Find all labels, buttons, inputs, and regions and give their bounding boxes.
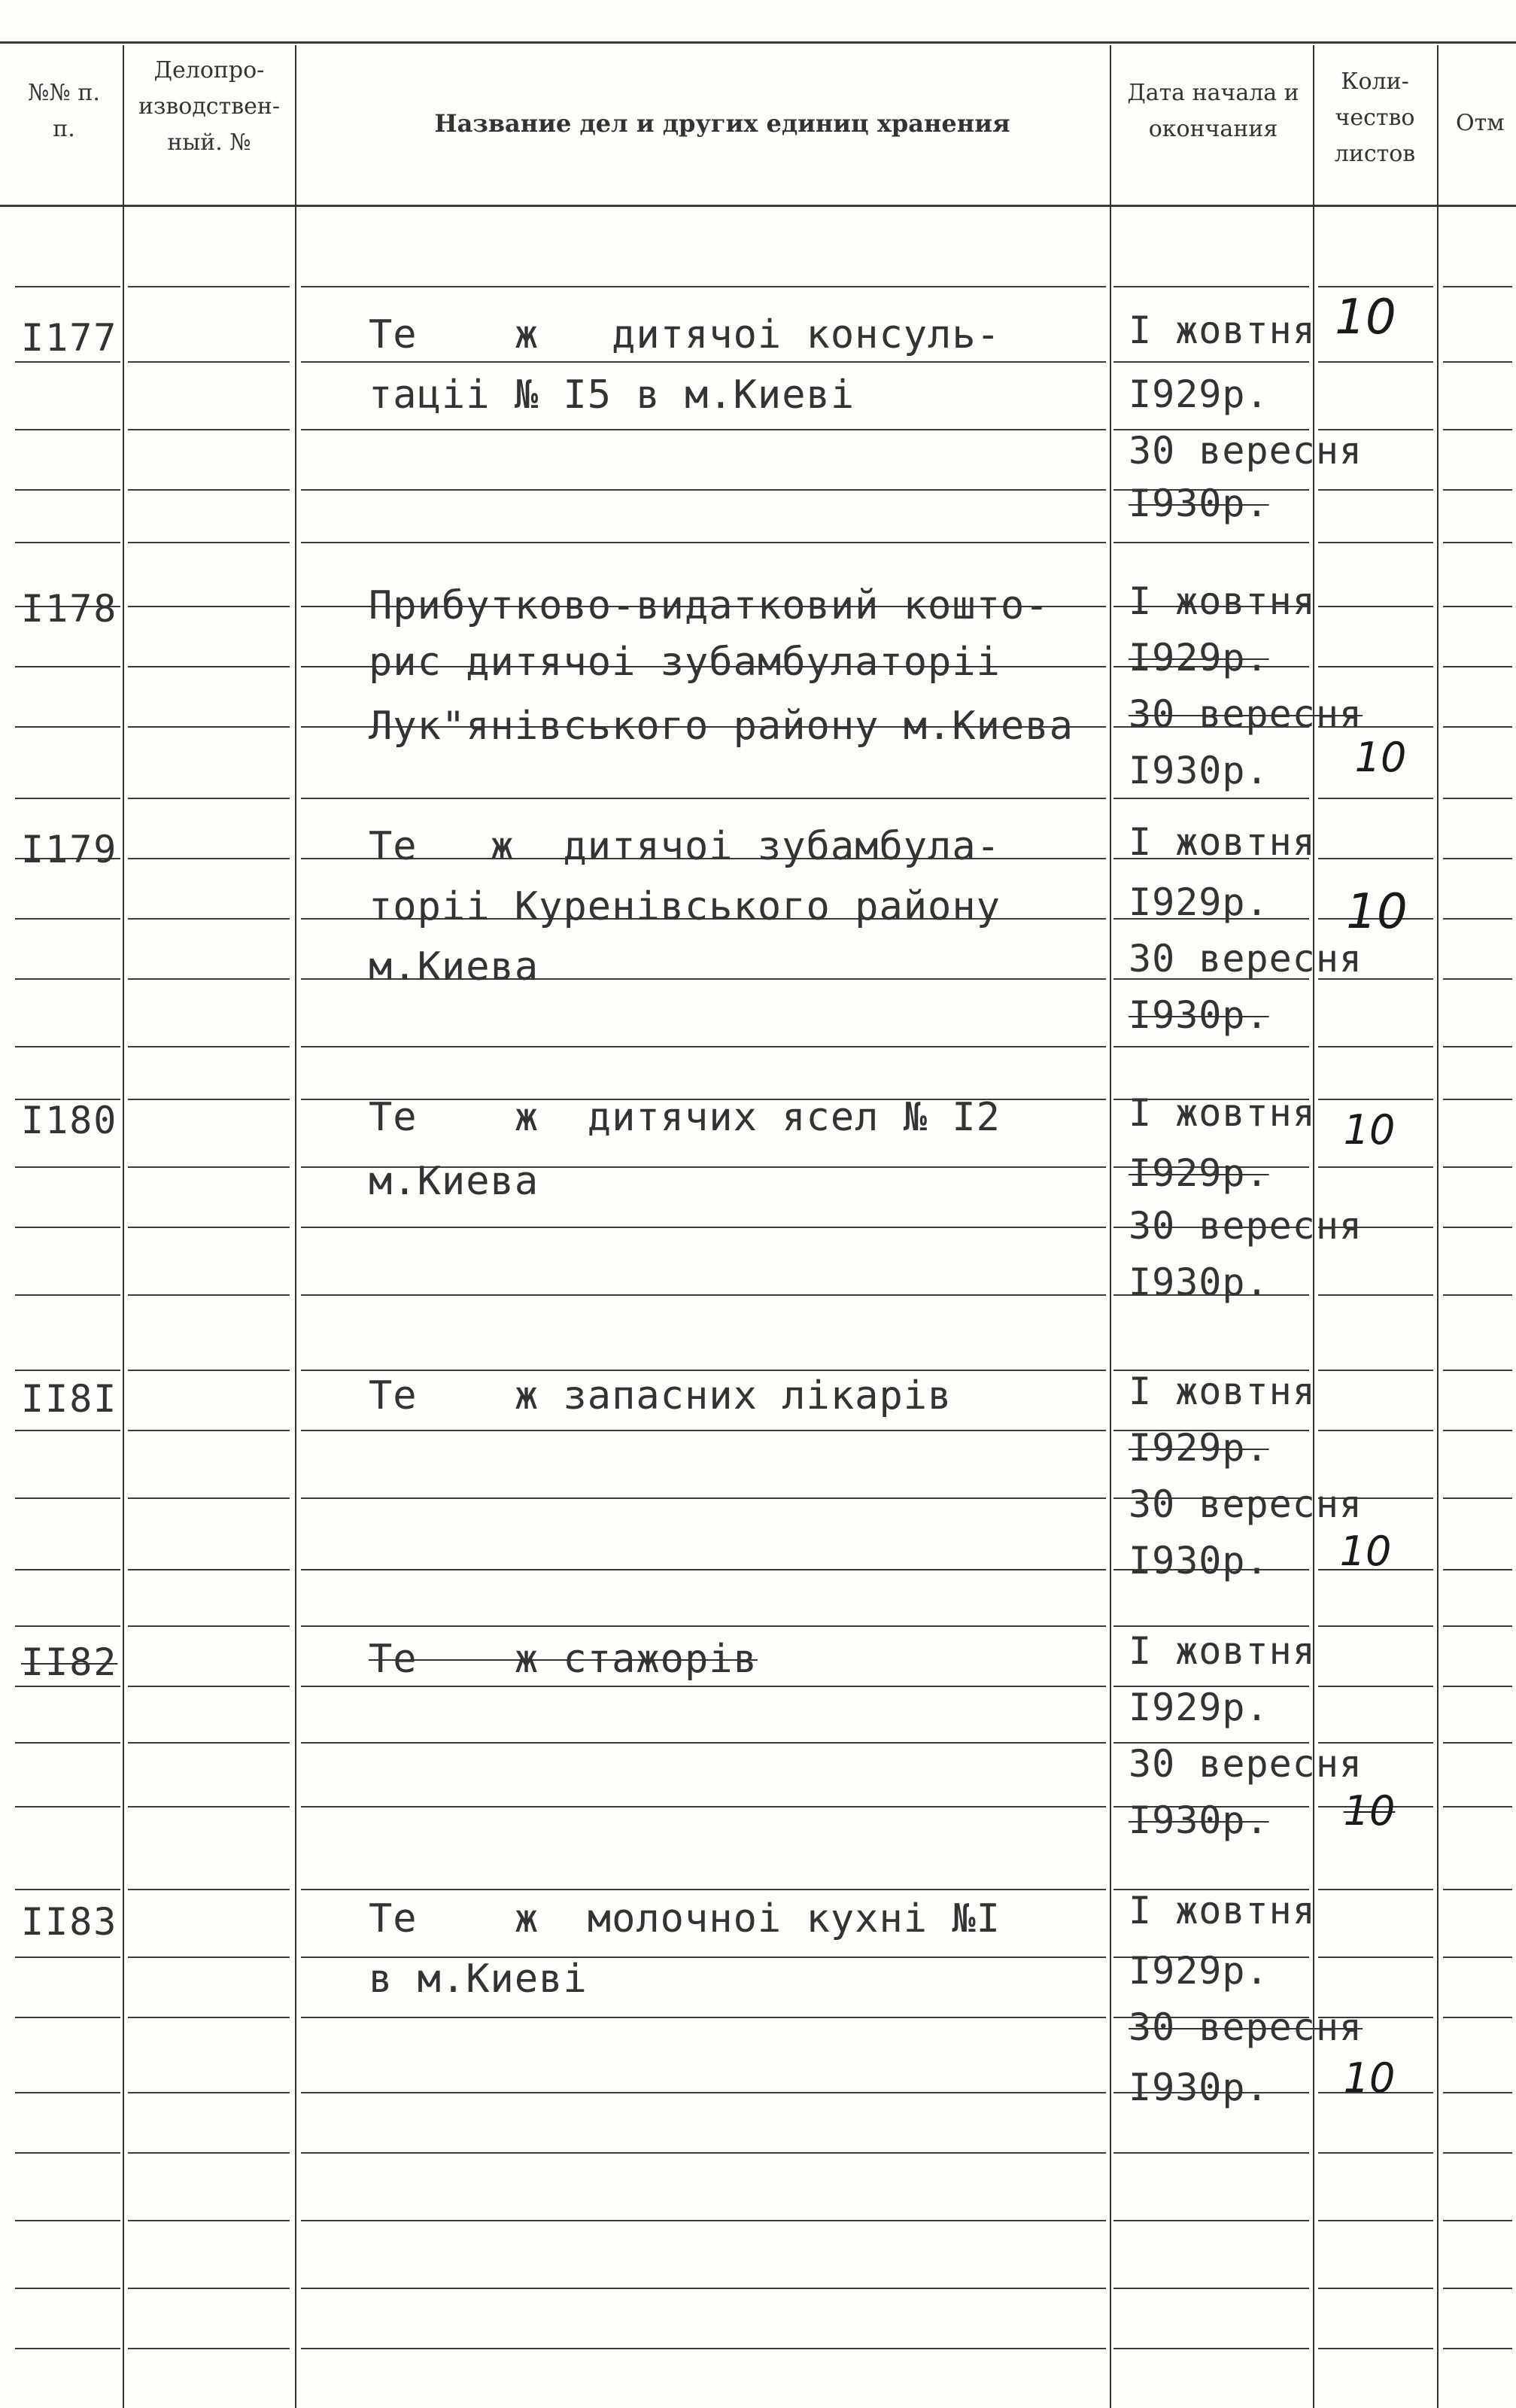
ruling-line	[1443, 1742, 1512, 1744]
ruling-line	[15, 1166, 120, 1168]
ruling-line	[301, 2152, 1106, 2154]
ruling-line	[128, 978, 290, 980]
ruling-line	[1443, 1046, 1512, 1047]
ruling-line	[1443, 798, 1512, 799]
ruling-line	[15, 2092, 120, 2093]
ruling-line	[301, 1227, 1106, 1228]
ruling-line	[128, 2092, 290, 2093]
ruling-line	[128, 1227, 290, 1228]
ruling-line	[1113, 1046, 1309, 1047]
ruling-line	[301, 286, 1106, 287]
date-start-year: I929р.	[1129, 1426, 1269, 1470]
record-number: I179	[21, 828, 118, 871]
ruling-line	[1443, 2152, 1512, 2154]
ruling-line	[301, 1742, 1106, 1744]
ruling-line	[128, 1625, 290, 1627]
ruling-line	[301, 1806, 1106, 1808]
date-end-year: I930р.	[1129, 1260, 1269, 1304]
date-end-year: I930р.	[1129, 2066, 1269, 2109]
ruling-line	[128, 1166, 290, 1168]
ruling-line	[1113, 1625, 1309, 1627]
ruling-line	[15, 2348, 120, 2349]
ruling-line	[1443, 361, 1512, 363]
record-title-line: рис дитячоі зубамбулаторіі	[369, 640, 1001, 685]
record-title-line: Те ж запасних лікарів	[369, 1373, 952, 1418]
ruling-line	[301, 1046, 1106, 1047]
date-start-year: I929р.	[1129, 1686, 1269, 1729]
ruling-line	[1443, 1430, 1512, 1431]
date-start-year: I929р.	[1129, 1949, 1269, 1993]
ruling-line	[15, 542, 120, 543]
date-start-day: I жовтня	[1129, 1889, 1316, 1932]
record-number: II83	[21, 1900, 118, 1944]
ruling-line	[301, 798, 1106, 799]
ruling-line	[15, 1046, 120, 1047]
ruling-line	[1318, 2348, 1433, 2349]
ruling-line	[1443, 666, 1512, 667]
ruling-line	[15, 1956, 120, 1958]
sheet-count: 10	[1354, 734, 1407, 781]
ruling-line	[1443, 606, 1512, 607]
ruling-line	[1443, 1370, 1512, 1371]
ruling-line	[1443, 2017, 1512, 2018]
ruling-line	[301, 2017, 1106, 2018]
ruling-line	[128, 1742, 290, 1744]
date-start-year: I929р.	[1129, 1151, 1269, 1195]
record-number: I180	[21, 1099, 118, 1142]
date-start-day: I жовтня	[1129, 1091, 1316, 1135]
ruling-line	[1318, 2220, 1433, 2221]
record-title-line: таціі № I5 в м.Киеві	[369, 372, 855, 418]
ruling-line	[1443, 1806, 1512, 1808]
date-start-year: I929р.	[1129, 372, 1269, 416]
record-title-line: м.Киева	[369, 1159, 539, 1204]
ruling-line	[15, 2152, 120, 2154]
sheet-count: 10	[1339, 1528, 1392, 1575]
ruling-line	[1113, 2288, 1309, 2289]
ruling-line	[1318, 1625, 1433, 1627]
ruling-line	[1443, 1956, 1512, 1958]
ruling-line	[1443, 1099, 1512, 1100]
ruling-line	[1113, 2220, 1309, 2221]
record-title-line: торіі Куренівського району	[369, 884, 1001, 929]
ruling-line	[1443, 1686, 1512, 1687]
ruling-line	[128, 1046, 290, 1047]
date-end-day: 30 вересня	[1129, 429, 1363, 473]
date-start-year: I929р.	[1129, 636, 1269, 680]
record-title-line: Те ж молочноі кухні №I	[369, 1896, 1001, 1941]
date-end-day: 30 вересня	[1129, 1482, 1363, 1526]
ruling-line	[128, 798, 290, 799]
ruling-line	[128, 542, 290, 543]
ruling-line	[15, 361, 120, 363]
header-col-notes: Отм	[1456, 110, 1505, 136]
ruling-line	[1318, 542, 1433, 543]
ruling-line	[1443, 918, 1512, 920]
ruling-line	[301, 1686, 1106, 1687]
date-end-year: I930р.	[1129, 1798, 1269, 1842]
sheet-count: 10	[1335, 290, 1396, 345]
ruling-line	[1113, 2348, 1309, 2349]
ruling-line	[15, 2288, 120, 2289]
ruling-line	[128, 429, 290, 430]
date-end-day: 30 вересня	[1129, 1742, 1363, 1786]
sheet-count: 10	[1343, 2054, 1396, 2102]
sheet-count: 10	[1343, 1106, 1396, 1154]
ruling-line	[128, 858, 290, 859]
ruling-line	[128, 2152, 290, 2154]
ruling-line	[15, 489, 120, 491]
ruling-line	[301, 2220, 1106, 2221]
ruling-line	[15, 726, 120, 728]
record-title-line: м.Киева	[369, 944, 539, 990]
column-divider	[295, 45, 296, 2408]
date-start-day: I жовтня	[1129, 1370, 1316, 1413]
ruling-line	[1443, 1889, 1512, 1890]
date-end-day: 30 вересня	[1129, 937, 1363, 981]
date-start-day: I жовтня	[1129, 1629, 1316, 1673]
ruling-line	[1443, 1227, 1512, 1228]
header-col-sheets: Коли- чество листов	[1334, 68, 1416, 167]
ruling-line	[128, 2288, 290, 2289]
ruling-line	[15, 1889, 120, 1890]
ruling-line	[1443, 858, 1512, 859]
ruling-line	[301, 542, 1106, 543]
record-number: I178	[21, 587, 118, 631]
ruling-line	[128, 1686, 290, 1687]
ruling-line	[1113, 286, 1309, 287]
column-divider	[1110, 45, 1111, 2408]
ruling-line	[301, 429, 1106, 430]
ruling-line	[301, 1497, 1106, 1499]
ruling-line	[1318, 1046, 1433, 1047]
ruling-line	[301, 1294, 1106, 1296]
ruling-line	[128, 666, 290, 667]
record-title-line: Лук"янівського району м.Киева	[369, 704, 1074, 749]
ruling-line	[1318, 2288, 1433, 2289]
date-start-day: I жовтня	[1129, 820, 1316, 864]
ruling-line	[15, 1430, 120, 1431]
date-end-year: I930р.	[1129, 749, 1269, 792]
ruling-line	[15, 666, 120, 667]
ruling-line	[128, 1889, 290, 1890]
column-divider	[123, 45, 124, 2408]
ruling-line	[15, 1625, 120, 1627]
ruling-line	[1318, 361, 1433, 363]
ruling-line	[15, 1569, 120, 1570]
ruling-line	[1318, 286, 1433, 287]
ruling-line	[15, 1497, 120, 1499]
ruling-line	[128, 1569, 290, 1570]
date-end-year: I930р.	[1129, 1539, 1269, 1583]
header-bottom-line	[0, 205, 1516, 207]
date-end-year: I930р.	[1129, 993, 1269, 1037]
ruling-line	[301, 1569, 1106, 1570]
ruling-line	[1443, 726, 1512, 728]
ruling-line	[1113, 361, 1309, 363]
ruling-line	[128, 361, 290, 363]
ruling-line	[1443, 1569, 1512, 1570]
ruling-line	[1443, 286, 1512, 287]
ruling-line	[128, 1370, 290, 1371]
ruling-line	[301, 2348, 1106, 2349]
ruling-line	[1443, 1625, 1512, 1627]
ruling-line	[15, 286, 120, 287]
ruling-line	[15, 798, 120, 799]
record-title-line: Те ж стажорів	[369, 1637, 758, 1682]
ruling-line	[1443, 978, 1512, 980]
ruling-line	[301, 1889, 1106, 1890]
ruling-line	[1443, 2288, 1512, 2289]
ruling-line	[1318, 2152, 1433, 2154]
ruling-line	[128, 286, 290, 287]
ruling-line	[1443, 2092, 1512, 2093]
ruling-line	[15, 1227, 120, 1228]
ruling-line	[1443, 542, 1512, 543]
record-title-line: Те ж дитячих ясел № I2	[369, 1095, 1001, 1140]
ruling-line	[1443, 429, 1512, 430]
header-col-title: Название дел и других единиц хранения	[434, 109, 1010, 138]
ruling-line	[301, 1430, 1106, 1431]
header-col-office-num: Делопро- изводствен- ный. №	[138, 57, 280, 156]
ruling-line	[301, 1370, 1106, 1371]
record-title-line: Те ж дитячоі зубамбула-	[369, 824, 1001, 869]
ruling-line	[15, 978, 120, 980]
record-number: I177	[21, 316, 118, 360]
date-end-day: 30 вересня	[1129, 692, 1363, 736]
column-divider	[1437, 45, 1439, 2408]
date-end-year: I930р.	[1129, 482, 1269, 525]
ruling-line	[128, 726, 290, 728]
date-end-day: 30 вересня	[1129, 2005, 1363, 2049]
ruling-line	[1443, 1166, 1512, 1168]
ruling-line	[15, 918, 120, 920]
ruling-line	[128, 918, 290, 920]
ruling-line	[1113, 2152, 1309, 2154]
ruling-line	[1113, 798, 1309, 799]
ruling-line	[128, 1099, 290, 1100]
ruling-line	[301, 489, 1106, 491]
ruling-line	[15, 1686, 120, 1687]
header-col-num: №№ п. п.	[28, 80, 100, 142]
date-start-day: I жовтня	[1129, 309, 1316, 352]
ruling-line	[128, 2017, 290, 2018]
ruling-line	[15, 1742, 120, 1744]
ruling-line	[1318, 798, 1433, 799]
ruling-line	[1443, 489, 1512, 491]
ruling-line	[15, 429, 120, 430]
ruling-line	[15, 1294, 120, 1296]
record-title-line: Прибутково-видатковий кошто-	[369, 583, 1050, 628]
date-start-year: I929р.	[1129, 880, 1269, 924]
ruling-line	[128, 2348, 290, 2349]
sheet-count: 10	[1346, 884, 1408, 940]
ruling-line	[1443, 1497, 1512, 1499]
ruling-line	[128, 606, 290, 607]
record-title-line: в м.Киеві	[369, 1956, 588, 2002]
record-title-line: Те ж дитячоі консуль-	[369, 312, 1001, 357]
ruling-line	[128, 1497, 290, 1499]
ruling-line	[301, 361, 1106, 363]
ruling-line	[15, 2017, 120, 2018]
ruling-line	[1113, 542, 1309, 543]
date-end-day: 30 вересня	[1129, 1204, 1363, 1248]
ruling-line	[1443, 1294, 1512, 1296]
ruling-line	[1443, 2220, 1512, 2221]
ruling-line	[128, 1294, 290, 1296]
top-border-line	[0, 41, 1516, 44]
ruling-line	[128, 1806, 290, 1808]
date-start-day: I жовтня	[1129, 579, 1316, 623]
ruling-line	[128, 1956, 290, 1958]
ruling-line	[15, 1370, 120, 1371]
record-number: II82	[21, 1640, 118, 1684]
record-number: II8I	[21, 1377, 118, 1421]
ruling-line	[128, 2220, 290, 2221]
ruling-line	[301, 2092, 1106, 2093]
ruling-line	[1443, 2348, 1512, 2349]
ruling-line	[128, 489, 290, 491]
sheet-count: 10	[1343, 1787, 1396, 1835]
header-col-dates: Дата начала и окончания	[1127, 80, 1299, 142]
ruling-line	[128, 1430, 290, 1431]
ruling-line	[301, 2288, 1106, 2289]
ruling-line	[15, 1806, 120, 1808]
ruling-line	[301, 1625, 1106, 1627]
ruling-line	[15, 2220, 120, 2221]
